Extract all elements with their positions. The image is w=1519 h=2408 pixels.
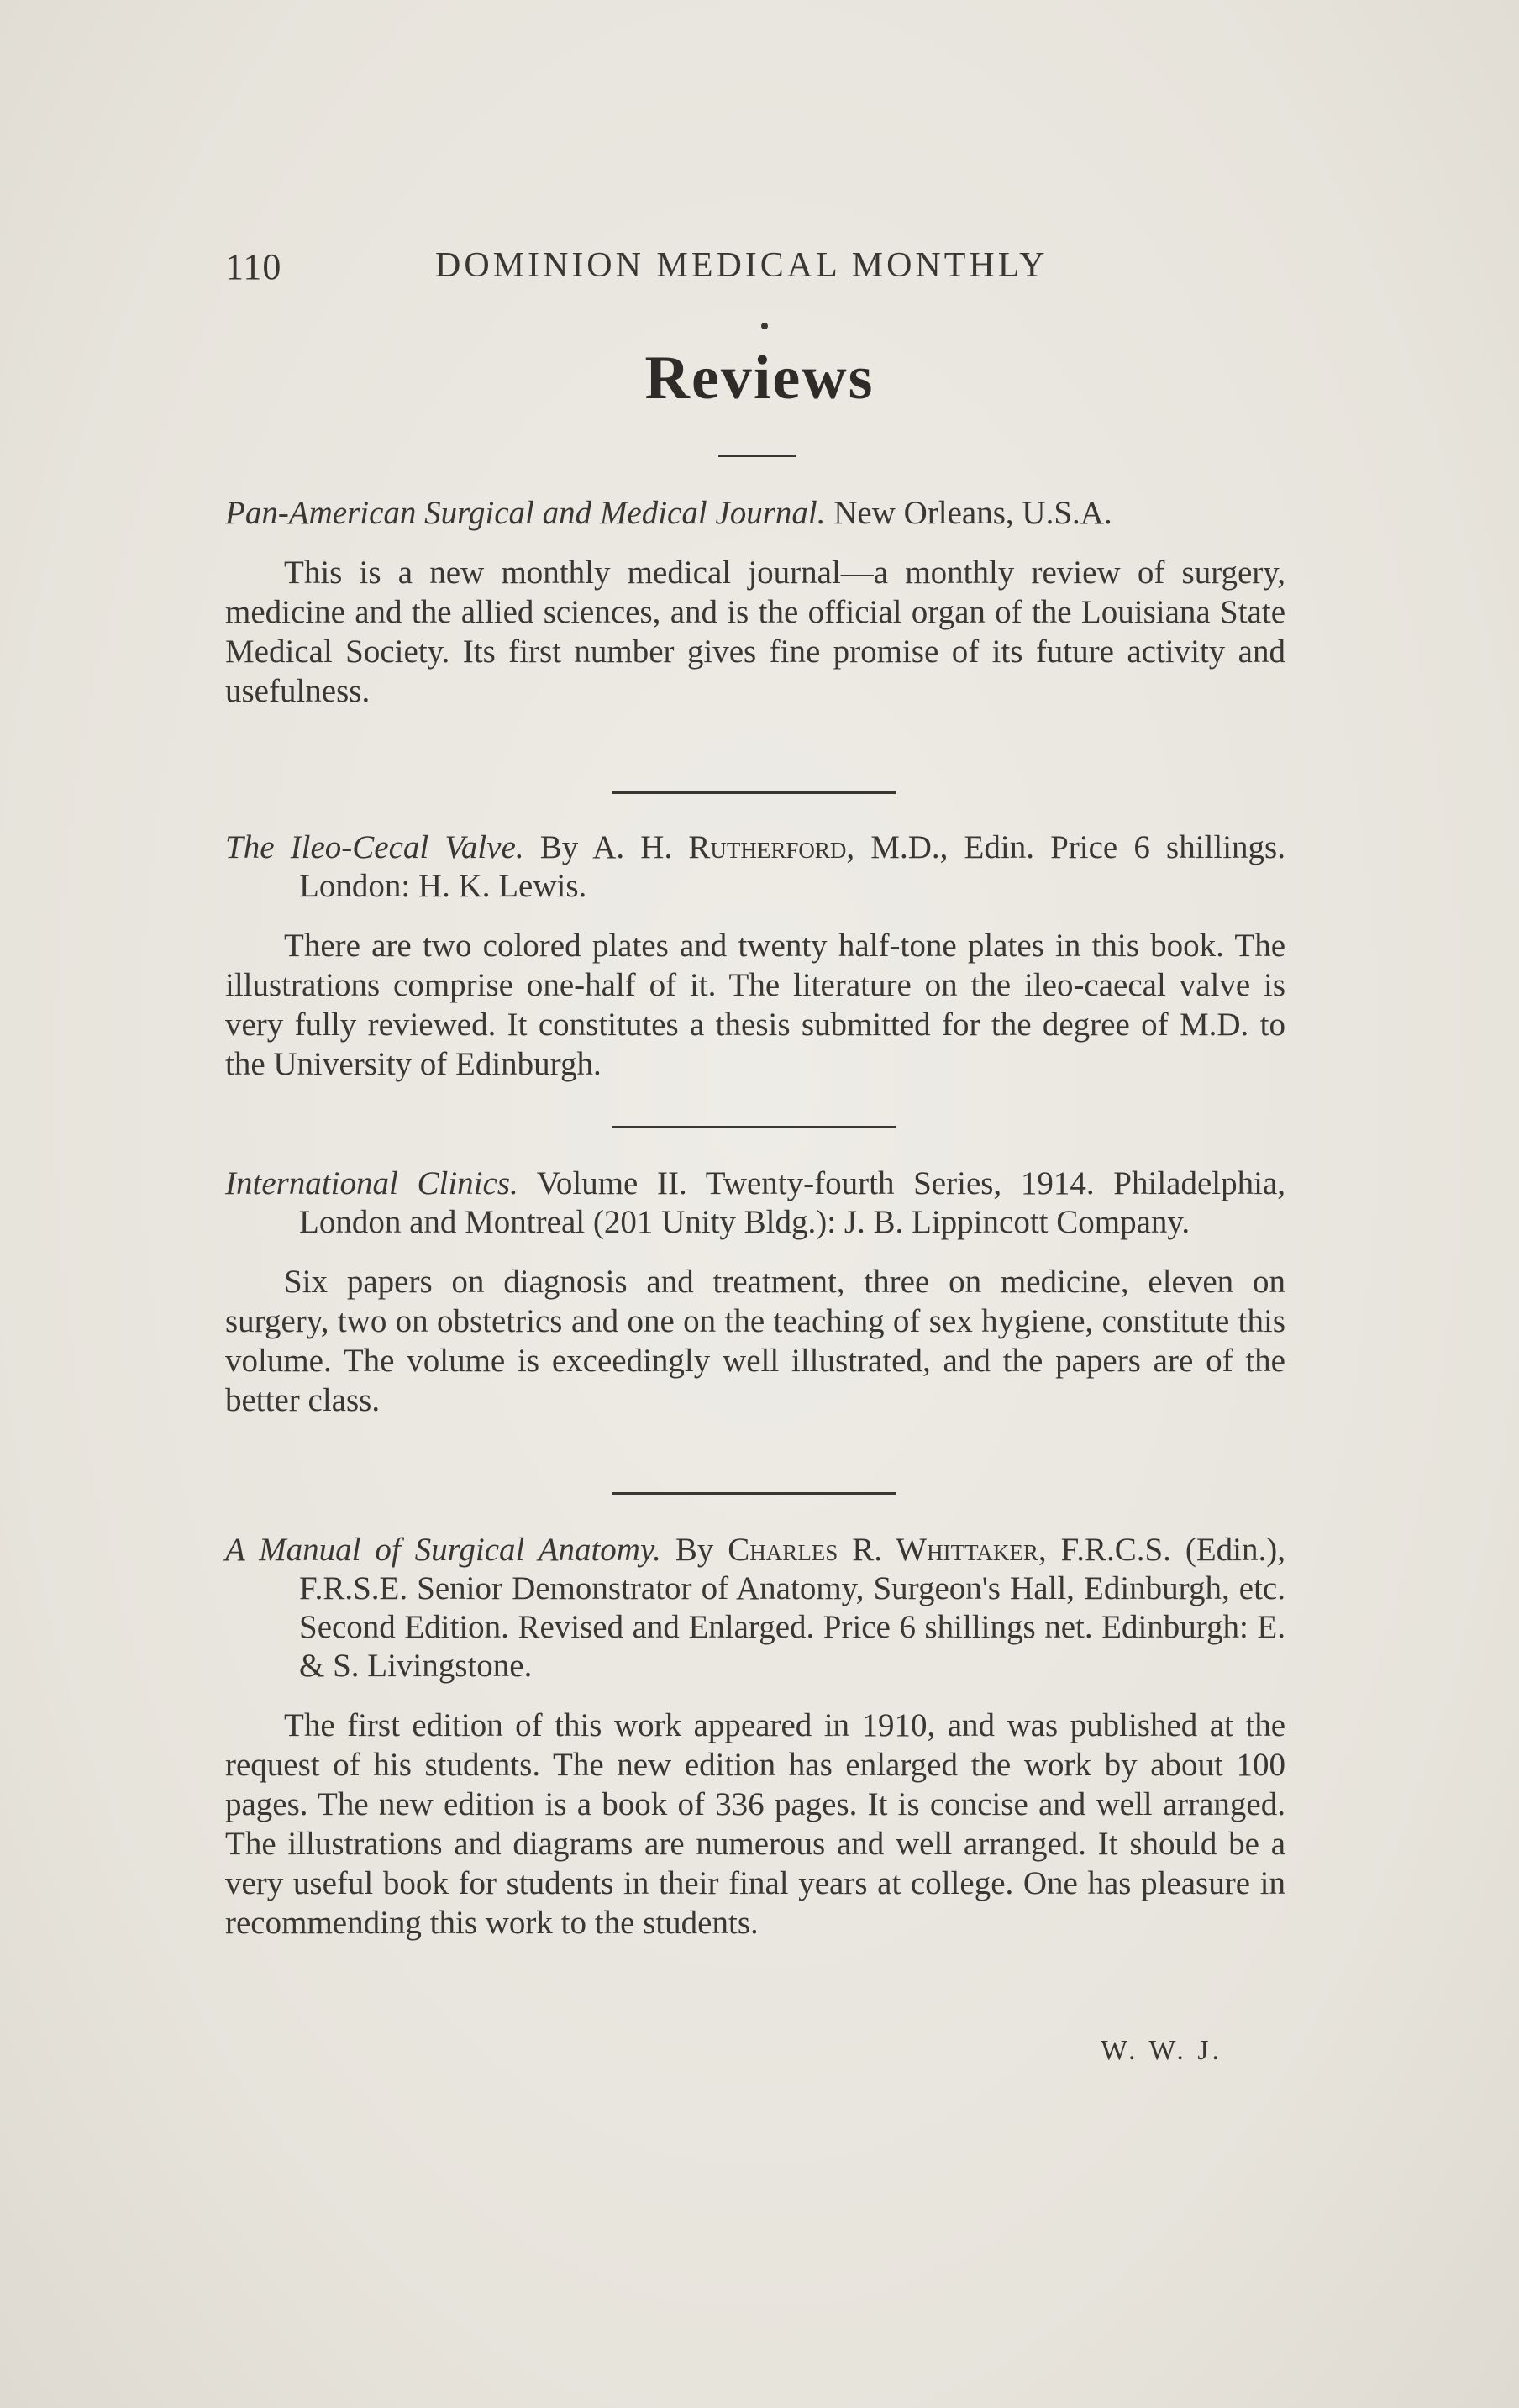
review-author: Rutherford [688,829,847,865]
ornament-dot [761,323,768,329]
review-body: There are two colored plates and twenty half-tone plates in this book. The illustrations comprise one-half of it. The literature on the ileo-caecal valve is very fully reviewed. It constitutes a thesis submitted for the degree of M.D. to the University of Edinburgh. [225,928,1285,1082]
divider-3 [612,1492,896,1495]
citation-by: By A. H. [523,829,689,865]
running-head [225,245,1284,296]
review-citation [225,1531,1285,1685]
review-body: This is a new monthly medical journal—a monthly review of surgery, medicine and the allied sciences, and is the official organ of the Louisiana State Medical Society. Its first number gives fine promise of its future activity and usefulness. [225,555,1285,709]
review-citation [225,828,1285,906]
divider-1 [612,791,896,794]
review-body: The first edition of this work appeared in 1910, and was published at the request of his students. The new edition has enlarged the work by about 100 pages. The new edition is a book of 336 pages. It is concise and well arranged. The illustrations and diagrams are numerous and well arranged. It should be a very useful book for students in their final years at college. One has pleasure in recommending this work to the students. [225,1707,1285,1941]
review-author: Charles R. Whittaker [728,1532,1038,1568]
review-1 [225,494,1285,711]
citation-details: Volume II. Twenty-fourth Series, 1914. Philadelphia, London and Montreal (201 Unity Bldg.): J. B. Lippincott Company. [299,1165,1285,1240]
review-body: Six papers on diagnosis and treatment, three on medicine, eleven on surgery, two on obstetrics and one on the teaching of sex hygiene, constitute this volume. The volume is exceedingly well illustrated, and the papers are of the better class. [225,1264,1285,1418]
citation-by: By [660,1532,728,1568]
review-citation [225,494,1285,533]
review-citation [225,1165,1285,1242]
page-number: 110 [225,246,282,287]
review-title: The Ileo-Cecal Valve. [225,829,524,865]
journal-title: DOMINION MEDICAL MONTHLY [435,246,1049,285]
divider-2 [612,1126,896,1128]
citation-details: , M.D., Edin. Price 6 shillings. London: H. K. Lewis. [299,829,1285,904]
review-4 [225,1531,1285,1943]
citation-details: , F.R.C.S. (Edin.), F.R.S.E. Senior Demonstrator of Anatomy, Surgeon's Hall, Edinburgh, etc. Second Edition. Revised and Enlarged. Price 6 shillings net. Edinburgh: E. & S. Livingstone. [299,1532,1286,1684]
review-title: Pan-American Surgical and Medical Journal. [225,495,826,531]
title-rule [718,455,796,457]
citation-details: New Orleans, U.S.A. [825,495,1112,531]
review-2 [225,828,1285,1084]
section-title: Reviews [644,344,875,413]
review-3 [225,1165,1285,1420]
review-title: International Clinics. [225,1165,518,1201]
reviewer-signature: W. W. J. [1101,2035,1223,2066]
review-title: A Manual of Surgical Anatomy. [225,1532,661,1568]
